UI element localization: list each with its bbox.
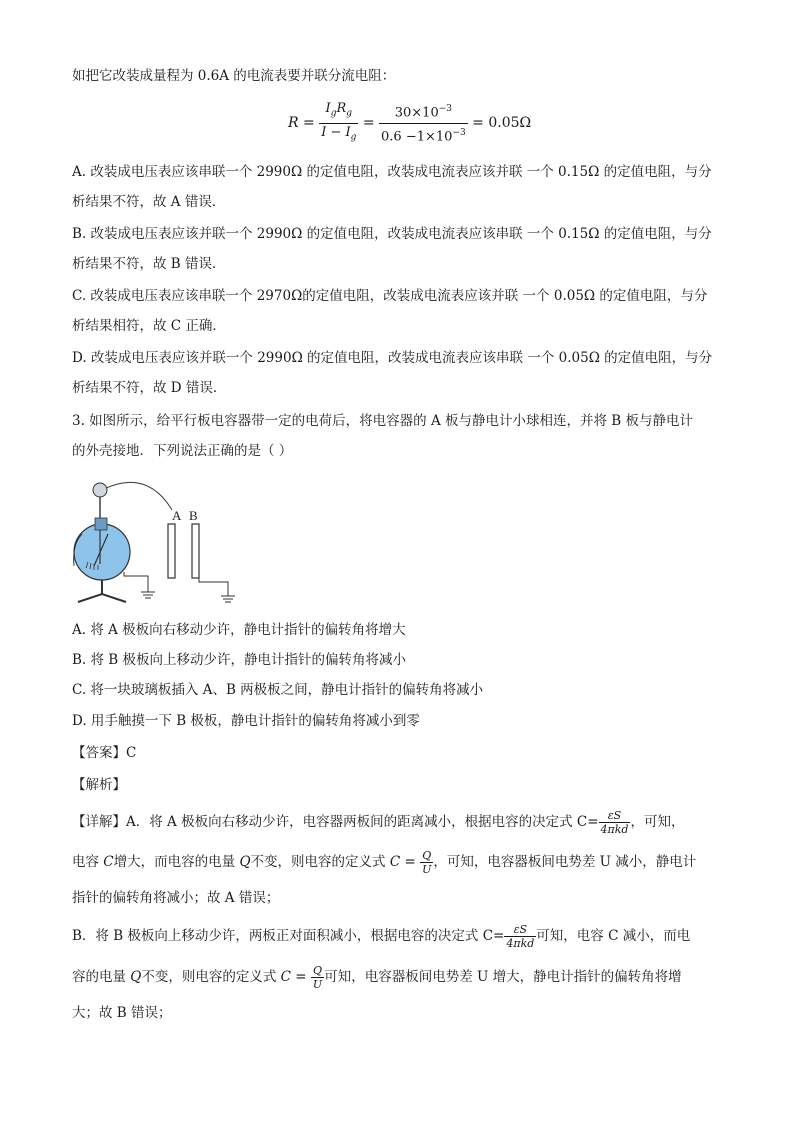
analysis-tag: 【解析】 — [72, 777, 126, 793]
q3-option-b: B. 将 B 极板向上移动少许，静电计指针的偏转角将减小 — [72, 652, 407, 668]
insulator-plug — [95, 518, 107, 530]
definition-formula-fraction-2: $\frac{Q}{U}$ — [312, 964, 323, 991]
formula-fraction-2: $\frac{30\times 10^{-3}}{0.6 -1\times 10^{-3}}$ — [379, 100, 468, 146]
question-3-stem-line1: 3. 如图所示，给平行板电容器带一定的电荷后，将电容器的 A 板与静电计小球相连，并将 B 板与静电计 — [72, 413, 694, 429]
answer-tag: 【答案】 — [72, 745, 126, 761]
formula-rhs: = 0.05Ω — [472, 115, 532, 132]
detail-line-6: 大；故 B 错误； — [72, 1005, 172, 1021]
plate-b-ground-wire — [199, 576, 228, 596]
electroscope-case — [74, 524, 130, 580]
option-c-line1: C. 改装成电压表应该串联一个 2970Ω的定值电阻，改装成电流表应该并联 一个 0.05Ω 的定值电阻，与分 — [72, 288, 708, 304]
detail-line-5: 容的电量 Q不变，则电容的定义式 C = $\frac{Q}{U}$ 可知，电容器板间电势差 U 增大，静电计指针的偏转角将增 — [72, 964, 682, 991]
option-a-line1: A. 改装成电压表应该串联一个 2990Ω 的定值电阻，改装成电流表应该并联 一个 0.15Ω 的定值电阻，与分 — [72, 164, 712, 180]
capacitance-formula-fraction-2: $\frac{\varepsilon S}{\text{4πkd}}$ — [506, 923, 535, 950]
plate-b — [192, 524, 199, 578]
plate-a — [168, 524, 175, 578]
option-d-line2: 析结果不符，故 D 错误． — [72, 380, 227, 396]
capacitance-formula-fraction: $\frac{\varepsilon S}{\text{4πkd}}$ — [600, 809, 629, 836]
formula-fraction-1: $\frac{I_gR_g}{I - I_g}$ — [321, 101, 357, 143]
case-ground-wire — [124, 572, 148, 592]
q3-option-c: C. 将一块玻璃板插入 A、B 两极板之间，静电计指针的偏转角将减小 — [72, 682, 484, 698]
formula-lhs: R = — [288, 115, 315, 132]
detail-line-2: 电容 C增大，而电容的电量 Q不变，则电容的定义式 C = $\frac{Q}{U}$ ，可知，电容器板间电势差 U 减小，静电计 — [72, 849, 697, 876]
option-d-line1: D. 改装成电压表应该并联一个 2990Ω 的定值电阻，改装成电流表应该串联 一个 0.05Ω 的定值电阻，与分 — [72, 350, 713, 366]
option-b-line1: B. 改装成电压表应该并联一个 2990Ω 的定值电阻，改装成电流表应该串联 一个 0.15Ω 的定值电阻，与分 — [72, 226, 712, 242]
option-c-line2: 析结果相符，故 C 正确． — [72, 318, 226, 334]
electroscope-capacitor-figure — [68, 476, 248, 608]
option-b-line2: 析结果不符，故 B 错误． — [72, 256, 226, 272]
formula-eq: = — [362, 115, 375, 132]
answer-value: C — [126, 745, 137, 761]
question-3-stem-line2: 的外壳接地．下列说法正确的是（ ） — [72, 443, 293, 459]
plate-a-label: A — [172, 508, 182, 523]
connecting-wire — [106, 482, 172, 510]
electroscope-ball — [93, 483, 107, 497]
stand-base — [78, 594, 126, 602]
answer-line — [72, 743, 722, 763]
detail-line-3: 指针的偏转角将减小；故 A 错误； — [72, 890, 280, 906]
shunt-resistance-formula — [288, 100, 531, 146]
intro-text: 如把它改装成量程为 0.6A 的电流表要并联分流电阻： — [72, 68, 396, 84]
q3-option-d: D. 用手触摸一下 B 极板，静电计指针的偏转角将减小到零 — [72, 713, 420, 729]
plate-b-label: B — [189, 508, 198, 523]
detail-line-4: B．将 B 极板向上移动少许，两板正对面积减小，根据电容的决定式 C= $\frac{\varepsilon S}{\text{4πkd}}$ 可知，电容 C 减小，而电 — [72, 923, 691, 950]
option-a-line2: 析结果不符，故 A 错误． — [72, 194, 226, 210]
q3-option-a: A. 将 A 极板向右移动少许，静电计指针的偏转角将增大 — [72, 622, 406, 638]
detail-line-1: 【详解】A．将 A 极板向右移动少许，电容器两板间的距离减小，根据电容的决定式 C= $\frac{\varepsilon S}{\text{4πkd}}$ ，可知， — [72, 809, 685, 836]
definition-formula-fraction: $\frac{Q}{U}$ — [422, 849, 432, 876]
